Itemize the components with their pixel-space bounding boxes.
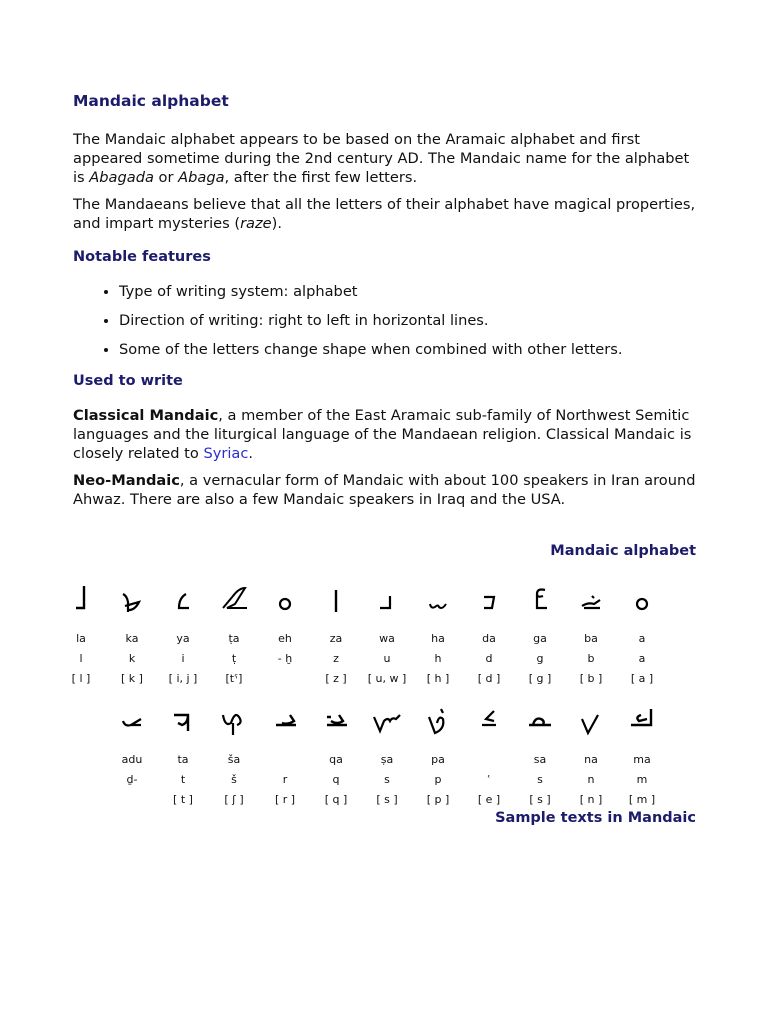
letter-name: ṭa (228, 632, 240, 645)
intro-paragraph-2 (73, 195, 703, 233)
letter-translit: l (79, 652, 83, 665)
letter-cell (157, 576, 209, 689)
letter-ipa: [ i, j ] (168, 672, 198, 685)
sample-texts-heading: Sample texts in Mandaic (495, 810, 696, 826)
letter-cell (310, 697, 362, 810)
page-title: Mandaic alphabet (73, 92, 229, 110)
letter-ipa: [ b ] (579, 672, 603, 685)
letter-name: na (584, 753, 598, 766)
intro-term-abaga: Abaga (178, 169, 225, 186)
letter-ipa: [ u, w ] (367, 672, 407, 685)
letter-name: da (482, 632, 496, 645)
mandaic-glyph-za (310, 576, 362, 622)
letter-name: la (76, 632, 86, 645)
letter-ipa: [ k ] (121, 672, 143, 685)
letter-translit: p (434, 773, 442, 786)
letter-cell (310, 576, 362, 689)
letter-name: ta (177, 753, 189, 766)
letter-translit: n (587, 773, 595, 786)
letter-ipa: [ m ] (628, 793, 656, 806)
mandaic-glyph-eh (259, 576, 311, 622)
letter-translit: s (384, 773, 390, 786)
intro-text: ). (271, 215, 282, 232)
letter-translit: s (537, 773, 543, 786)
letter-ipa: [ e ] (477, 793, 501, 806)
letter-translit: - ḫ (277, 652, 293, 665)
letter-translit: b (587, 652, 595, 665)
mandaic-glyph-ya (157, 576, 209, 622)
syriac-link[interactable]: Syriac (203, 445, 249, 462)
letter-translit: u (383, 652, 391, 665)
letter-ipa: [ d ] (477, 672, 501, 685)
classical-paragraph (73, 406, 703, 463)
list-item: • Some of the letters change shape when combined with other letters. (119, 340, 703, 359)
letter-cell (565, 697, 617, 810)
mandaic-glyph-pa (412, 697, 464, 743)
mandaic-glyph-ta (157, 697, 209, 743)
letter-name: ya (176, 632, 190, 645)
letter-cell (616, 576, 668, 689)
intro-paragraph-1 (73, 130, 703, 187)
letter-cell (106, 697, 158, 810)
mandaic-glyph-tta (208, 576, 260, 622)
letter-translit: q (332, 773, 340, 786)
letter-name: ša (227, 753, 241, 766)
letter-translit: m (636, 773, 648, 786)
intro-term-abagada: Abagada (89, 169, 154, 186)
classical-text: , a member of the East Aramaic sub-family of Northwest Semitic languages and the liturgical language of the Mandaean religion. Classical Mandaic is closely related to (73, 407, 692, 462)
letter-ipa: [ g ] (528, 672, 552, 685)
letter-cell (259, 576, 311, 689)
letter-cell (463, 576, 515, 689)
letter-cell (208, 576, 260, 689)
mandaic-glyph-ma (616, 697, 668, 743)
letter-ipa: [ ʃ ] (224, 793, 244, 806)
letter-translit: z (333, 652, 339, 665)
mandaic-glyph-sha (208, 697, 260, 743)
mandaic-glyph-da (463, 576, 515, 622)
letter-name: ṣa (380, 753, 394, 766)
letter-name: ma (633, 753, 651, 766)
letter-cell (514, 576, 566, 689)
letter-cell (157, 697, 209, 810)
letter-cell (565, 576, 617, 689)
mandaic-glyph-qa (310, 697, 362, 743)
letter-translit: k (128, 652, 136, 665)
intro-term-raze: raze (240, 215, 272, 232)
letter-cell (412, 697, 464, 810)
mandaic-glyph-wa (361, 576, 413, 622)
letter-ipa: [ s ] (376, 793, 398, 806)
intro-text: or (153, 169, 179, 186)
letter-translit: ʿ (487, 773, 491, 786)
letter-cell (412, 576, 464, 689)
letter-ipa: [ n ] (579, 793, 603, 806)
classical-term: Classical Mandaic (73, 407, 219, 424)
letter-name (259, 750, 311, 770)
letter-name: qa (329, 753, 343, 766)
intro-text: The Mandaeans believe that all the letters of their alphabet have magical properties, and impart mysteries ( (73, 196, 696, 232)
mandaic-glyph-ba (565, 576, 617, 622)
letter-ipa: [ t ] (173, 793, 193, 806)
letter-ipa: [ l ] (71, 672, 91, 685)
letter-translit: i (181, 652, 185, 665)
intro-text: , after the first few letters. (224, 169, 418, 186)
letter-translit: r (282, 773, 288, 786)
neo-term: Neo-Mandaic (73, 472, 180, 489)
letter-translit: g (536, 652, 544, 665)
letter-cell (463, 697, 515, 810)
mandaic-glyph-ra (259, 697, 311, 743)
letter-translit: d (485, 652, 493, 665)
letter-name: za (329, 632, 343, 645)
letter-name (463, 750, 515, 770)
section-heading-used: Used to write (73, 373, 183, 389)
letter-ipa (106, 790, 158, 810)
list-item: • Type of writing system: alphabet (119, 282, 703, 301)
letter-name: ba (584, 632, 598, 645)
list-item: • Direction of writing: right to left in horizontal lines. (119, 311, 703, 330)
letter-cell (106, 576, 158, 689)
letter-translit: a (638, 652, 646, 665)
letter-cell (55, 576, 107, 689)
mandaic-glyph-la (55, 576, 107, 622)
letter-ipa: [ q ] (324, 793, 348, 806)
letter-name: sa (533, 753, 547, 766)
letter-ipa: [ a ] (630, 672, 654, 685)
mandaic-glyph-sa (514, 697, 566, 743)
intro-text: The Mandaic alphabet appears to be based on the Aramaic alphabet and first appeared sometime during the 2nd century AD. The Mandaic name for the alphabet is (73, 131, 690, 186)
letter-cell (259, 697, 311, 810)
features-list (73, 282, 703, 359)
letter-name: a (638, 632, 646, 645)
letter-cell (208, 697, 260, 810)
letter-translit: ḏ- (126, 773, 138, 786)
letter-name: pa (431, 753, 445, 766)
mandaic-glyph-a (616, 576, 668, 622)
letter-name: wa (379, 632, 395, 645)
neo-text: , a vernacular form of Mandaic with about 100 speakers in Iran around Ahwaz. There are also a few Mandaic speakers in Iraq and the USA. (73, 472, 696, 508)
letter-cell (361, 576, 413, 689)
letter-name: eh (278, 632, 292, 645)
letter-name: ga (533, 632, 547, 645)
letter-ipa: [ p ] (426, 793, 450, 806)
classical-text-end: . (248, 445, 254, 462)
letter-translit: t (180, 773, 186, 786)
letter-translit: ṭ (231, 652, 237, 665)
letter-ipa (259, 669, 311, 689)
letter-name: ha (431, 632, 445, 645)
letter-ipa: [ s ] (529, 793, 551, 806)
letter-ipa: [ z ] (325, 672, 347, 685)
letter-cell (361, 697, 413, 810)
letter-ipa: [tˤ] (225, 672, 243, 685)
letter-name: ka (125, 632, 139, 645)
alphabet-chart-title: Mandaic alphabet (550, 543, 696, 559)
section-heading-notable: Notable features (73, 249, 211, 265)
letter-ipa: [ h ] (426, 672, 450, 685)
mandaic-glyph-ha (412, 576, 464, 622)
mandaic-glyph-ssa (361, 697, 413, 743)
letter-cell (514, 697, 566, 810)
neo-paragraph (73, 471, 703, 509)
article (73, 92, 703, 509)
mandaic-glyph-ain (463, 697, 515, 743)
mandaic-glyph-adu (106, 697, 158, 743)
mandaic-glyph-na (565, 697, 617, 743)
letter-translit: š (231, 773, 237, 786)
letter-name: adu (121, 753, 143, 766)
letter-cell (616, 697, 668, 810)
letter-translit: h (434, 652, 442, 665)
letter-ipa: [ r ] (274, 793, 296, 806)
mandaic-glyph-ka (106, 576, 158, 622)
mandaic-glyph-ga (514, 576, 566, 622)
